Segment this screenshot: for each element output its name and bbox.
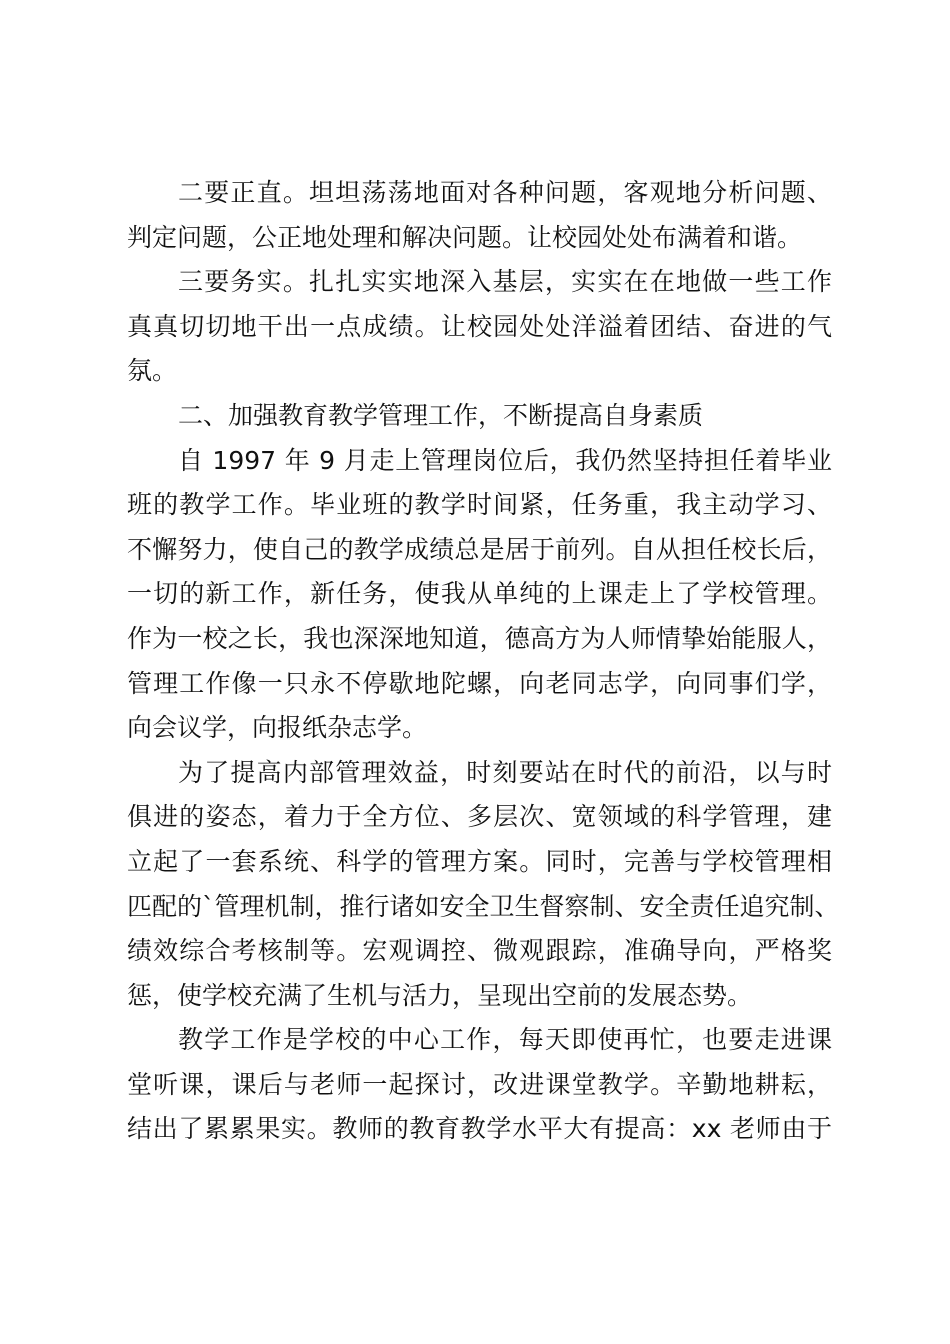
text-line: 二、加强教育教学管理工作，不断提高自身素质 [178,400,704,430]
text-line: 真真切切地干出一点成绩。让校园处处洋溢着团结、奋进的气 [127,311,832,341]
text-line: 匹配的`管理机制，推行诸如安全卫生督察制、安全责任追究制、 [127,891,840,921]
text-line: 结出了累累果实。教师的教育教学水平大有提高：xx 老师由于 [127,1114,832,1144]
text-line: 不懈努力，使自己的教学成绩总是居于前列。自从担任校长后， [127,534,832,564]
document-body [127,171,840,1152]
text-line: 二要正直。坦坦荡荡地面对各种问题，客观地分析问题、 [178,178,832,207]
text-line: 教学工作是学校的中心工作，每天即使再忙，也要走进课 [178,1025,832,1055]
text-line: 管理工作像一只永不停歇地陀螺，向老同志学，向同事们学， [127,668,832,698]
text-line: 氛。 [127,356,178,386]
text-line: 班的教学工作。毕业班的教学时间紧，任务重，我主动学习、 [127,490,832,520]
text-line: 向会议学，向报纸杂志学。 [127,713,428,743]
text-line: 三要务实。扎扎实实地深入基层，实实在在地做一些工作 [178,267,832,297]
text-line: 判定问题，公正地处理和解决问题。让校园处处布满着和谐。 [127,222,803,252]
text-line: 惩，使学校充满了生机与活力，呈现出空前的发展态势。 [127,980,753,1010]
text-line: 立起了一套系统、科学的管理方案。同时，完善与学校管理相 [127,846,832,876]
text-line: 自 1997 年 9 月走上管理岗位后，我仍然坚持担任着毕业 [178,445,832,475]
text-line: 绩效综合考核制等。宏观调控、微观跟踪，准确导向，严格奖 [127,936,832,966]
text-line: 俱进的姿态，着力于全方位、多层次、宽领域的科学管理，建 [127,802,832,832]
text-line: 堂听课，课后与老师一起探讨，改进课堂教学。辛勤地耕耘， [127,1069,832,1099]
text-line: 为了提高内部管理效益，时刻要站在时代的前沿，以与时 [178,757,832,787]
text-line: 一切的新工作，新任务，使我从单纯的上课走上了学校管理。 [127,579,832,609]
text-line: 作为一校之长，我也深深地知道，德高方为人师情挚始能服人， [127,623,832,653]
